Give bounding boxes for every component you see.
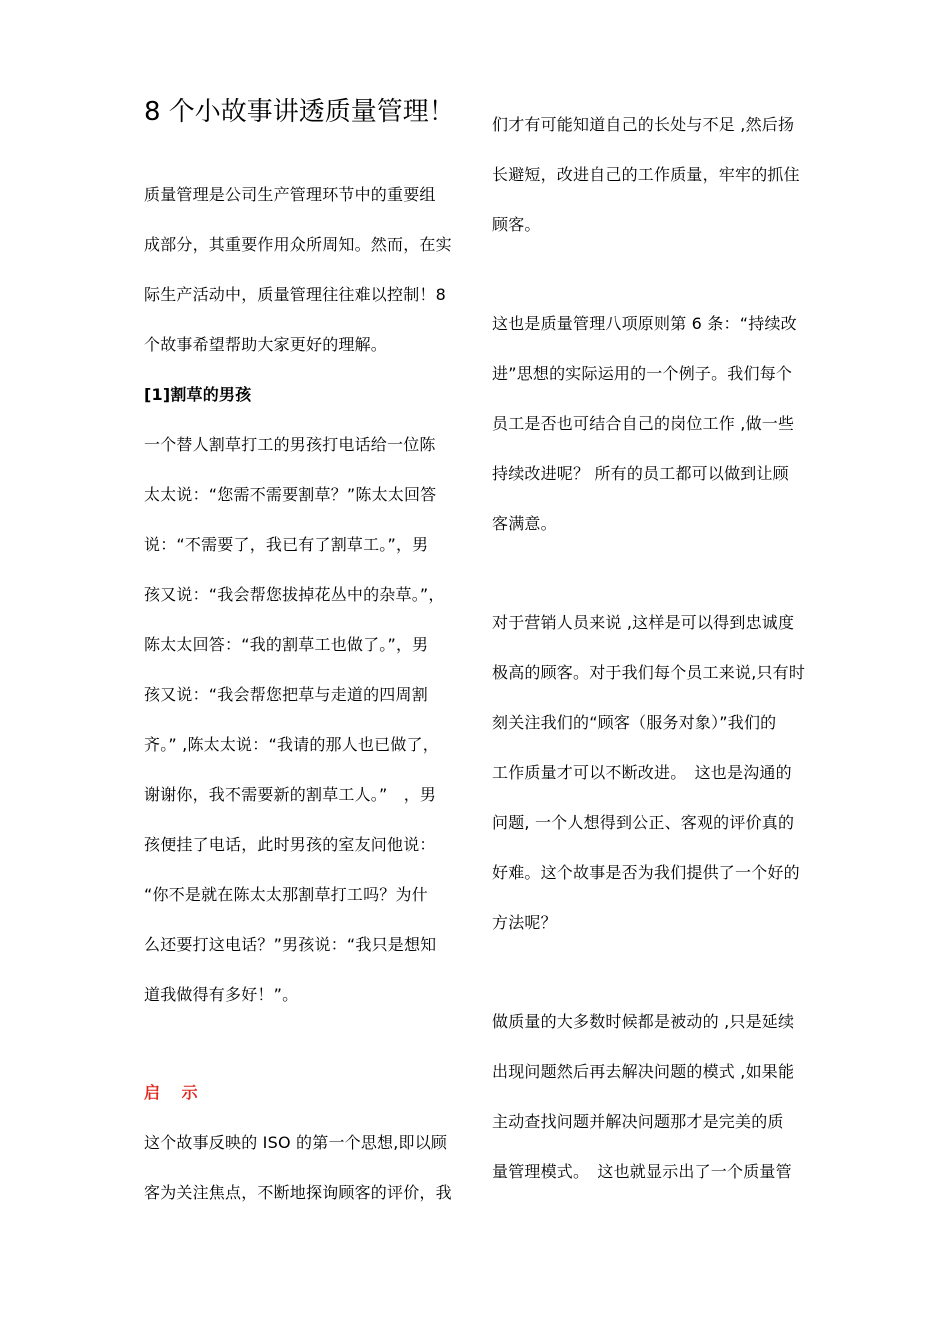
story-line: 谢谢你，我不需要新的割草工人。” ，男 — [144, 785, 437, 804]
body-line: 主动查找问题并解决问题那才是完美的质 — [492, 1112, 784, 1131]
body-line: 工作质量才可以不断改进。 这也是沟通的 — [492, 763, 792, 782]
story-line: 太太说：“您需不需要割草？”陈太太回答 — [144, 485, 437, 504]
document-title: 8 个小故事讲透质量管理！ — [144, 97, 455, 127]
body-line: 问题, 一个人想得到公正、客观的评价真的 — [492, 813, 795, 832]
story-line: 齐。” ,陈太太说：“我请的那人也已做了， — [144, 735, 439, 754]
body-line: 刻关注我们的“顾客（服务对象）”我们的 — [492, 713, 777, 732]
body-line: 做质量的大多数时候都是被动的 ,只是延续 — [492, 1012, 795, 1031]
body-line: 这也是质量管理八项原则第 6 条：“持续改 — [492, 314, 797, 333]
insight-line: 客为关注焦点，不断地探询顾客的评价，我 — [144, 1183, 452, 1202]
body-line: 顾客。 — [492, 215, 541, 234]
body-line: 出现问题然后再去解决问题的模式 ,如果能 — [492, 1062, 795, 1081]
body-line: 员工是否也可结合自己的岗位工作 ,做一些 — [492, 414, 795, 433]
story-line: 孩又说：“我会帮您把草与走道的四周割 — [144, 685, 428, 704]
story-line: 么还要打这电话？”男孩说：“我只是想知 — [144, 935, 437, 954]
body-line: 们才有可能知道自己的长处与不足 ,然后扬 — [492, 115, 795, 134]
intro-line: 成部分，其重要作用众所周知。然而，在实 — [144, 235, 452, 254]
body-line: 量管理模式。 这也就显示出了一个质量管 — [492, 1162, 792, 1181]
intro-line: 质量管理是公司生产管理环节中的重要组 — [144, 185, 436, 204]
body-line: 极高的顾客。对于我们每个员工来说,只有时 — [492, 663, 806, 682]
body-line: 持续改进呢？ 所有的员工都可以做到让顾 — [492, 464, 789, 483]
intro-line: 个故事希望帮助大家更好的理解。 — [144, 335, 388, 354]
story-line: 孩便挂了电话，此时男孩的室友问他说： — [144, 835, 436, 854]
body-line: 好难。这个故事是否为我们提供了一个好的 — [492, 863, 800, 882]
story-line: 陈太太回答：“我的割草工也做了。”，男 — [144, 635, 429, 654]
body-line: 方法呢？ — [492, 913, 557, 932]
story-line: “你不是就在陈太太那割草打工吗？为什 — [144, 885, 428, 904]
insight-line: 这个故事反映的 ISO 的第一个思想,即以顾 — [144, 1133, 448, 1152]
story-line: 道我做得有多好！”。 — [144, 985, 299, 1004]
story-line: 说：“不需要了，我已有了割草工。”，男 — [144, 535, 429, 554]
story-line: 孩又说：“我会帮您拔掉花丛中的杂草。”， — [144, 585, 445, 604]
intro-line: 际生产活动中，质量管理往往难以控制！8 — [144, 285, 446, 304]
story-line: 一个替人割草打工的男孩打电话给一位陈 — [144, 435, 436, 454]
body-line: 对于营销人员来说 ,这样是可以得到忠诚度 — [492, 613, 795, 632]
body-line: 长避短，改进自己的工作质量，牢牢的抓住 — [492, 165, 800, 184]
body-line: 客满意。 — [492, 514, 557, 533]
body-line: 进”思想的实际运用的一个例子。我们每个 — [492, 364, 793, 383]
story-heading: [1]割草的男孩 — [144, 385, 252, 404]
insight-heading: 启 示 — [144, 1083, 206, 1102]
